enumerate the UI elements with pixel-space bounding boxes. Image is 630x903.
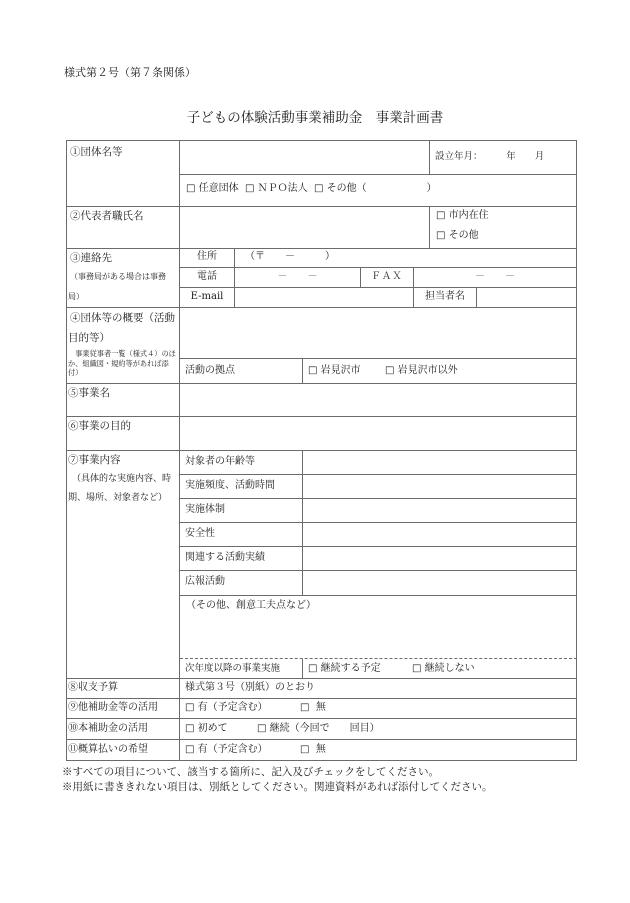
publicity-input[interactable]	[302, 570, 577, 596]
advance-payment-option-yes[interactable]: □ 有（予定含む）	[185, 744, 268, 755]
project-purpose-label: ⑥事業の目的	[68, 420, 131, 432]
email-input[interactable]	[234, 287, 414, 308]
checkbox-icon[interactable]: □	[308, 663, 318, 674]
email-label: E-mail	[190, 291, 224, 302]
this-subsidy-label: ⑩本補助金の活用	[68, 723, 148, 734]
project-name-input[interactable]	[179, 383, 577, 417]
next-year-option-continue[interactable]: □ 継続する予定	[308, 663, 381, 674]
divider	[302, 659, 303, 678]
sub-item-publicity: 広報活動	[185, 576, 225, 587]
sub-item-safety: 安全性	[185, 528, 215, 539]
project-content-note-1: （具体的な実施内容、時	[72, 474, 172, 484]
org-overview-label-1: ④団体等の概要（活動	[70, 312, 175, 324]
advance-payment-label: ⑪概算払いの希望	[68, 744, 148, 755]
address-value: （〒 － ）	[245, 251, 335, 262]
structure-input[interactable]	[302, 498, 577, 523]
project-purpose-input[interactable]	[179, 416, 577, 451]
fax-label: ＦＡＸ	[371, 271, 403, 282]
checkbox-icon[interactable]: □	[185, 702, 195, 713]
address-label: 住所	[197, 251, 217, 262]
fax-value: － －	[475, 271, 515, 282]
activity-base-option-iwamizawa[interactable]: □ 岩見沢市	[308, 365, 361, 376]
representative-input[interactable]	[179, 206, 430, 249]
activity-base-label: 活動の拠点	[185, 365, 235, 376]
next-year-option-discontinue[interactable]: □ 継続しない	[412, 663, 475, 674]
checkbox-icon[interactable]: □	[436, 210, 446, 221]
project-name-label: ⑤事業名	[68, 387, 110, 399]
other-subsidy-option-yes[interactable]: □ 有（予定含む）	[185, 702, 268, 713]
this-subsidy-option-first[interactable]: □ 初めて	[185, 723, 228, 734]
org-overview-label-2: 目的等）	[68, 332, 110, 344]
org-type-options	[186, 183, 437, 195]
checkbox-icon[interactable]: □	[185, 723, 195, 734]
checkbox-icon[interactable]: □	[300, 702, 310, 713]
checkbox-icon[interactable]: □	[314, 183, 324, 194]
checkbox-icon[interactable]: □	[245, 183, 255, 194]
page-title: 子どもの体験活動事業補助金 事業計画書	[186, 110, 444, 126]
project-content-note-2: 期、場所、対象者など）	[68, 493, 168, 503]
residence-option-other[interactable]: □ その他	[436, 230, 479, 241]
option-npo: ＮＰＯ法人	[257, 183, 308, 194]
related-results-input[interactable]	[302, 546, 577, 571]
budget-label: ⑧収支予算	[68, 682, 118, 693]
frequency-input[interactable]	[302, 474, 577, 499]
budget-value: 様式第３号（別紙）のとおり	[185, 682, 315, 693]
sub-item-related-results: 関連する活動実績	[185, 552, 265, 563]
established-date-label: 設立年月： 年 月	[435, 151, 545, 162]
contact-label: ③連絡先	[70, 252, 112, 264]
checkbox-icon[interactable]: □	[436, 230, 446, 241]
org-name-input[interactable]	[179, 140, 430, 175]
other-subsidy-label: ⑨他補助金等の活用	[68, 702, 158, 713]
representative-label: ②代表者職氏名	[70, 210, 144, 222]
checkbox-icon[interactable]: □	[185, 744, 195, 755]
project-content-label: ⑦事業内容	[68, 454, 121, 466]
checkbox-icon[interactable]: □	[186, 183, 196, 194]
sub-item-target-age: 対象者の年齢等	[185, 456, 255, 467]
phone-label: 電話	[197, 271, 217, 282]
form-number: 様式第２号（第７条関係）	[64, 66, 196, 79]
activity-base-option-outside[interactable]: □ 岩見沢市以外	[385, 365, 458, 376]
target-age-input[interactable]	[302, 450, 577, 475]
org-overview-note: 事業従事者一覧（様式４）のほか、組織図・規約等があれば添付）	[68, 349, 176, 378]
checkbox-icon[interactable]: □	[412, 663, 422, 674]
phone-value: － －	[277, 271, 318, 282]
next-year-label: 次年度以降の事業実施	[185, 663, 281, 674]
org-overview-input[interactable]	[179, 307, 577, 359]
residence-option-city[interactable]: □ 市内在住	[436, 210, 489, 221]
other-subsidy-option-no[interactable]: □ 無	[300, 702, 326, 713]
checkbox-icon[interactable]: □	[308, 365, 318, 376]
this-subsidy-option-continue[interactable]: □ 継続（今回で 回目）	[257, 723, 380, 734]
contact-person-input[interactable]	[476, 287, 577, 308]
other-ideas-label: （その他、創意工夫点など）	[186, 600, 316, 611]
footnote-2: ※用紙に書ききれない項目は、別紙としてください。関連資料があれば添付してください。	[62, 781, 493, 793]
sub-item-frequency: 実施頻度、活動時間	[185, 480, 275, 491]
checkbox-icon[interactable]: □	[385, 365, 395, 376]
footnote-1: ※すべての項目について、該当する箇所に、記入及びチェックをしてください。	[62, 766, 440, 778]
option-other: その他（ ）	[326, 183, 437, 194]
option-voluntary-group: 任意団体	[198, 183, 239, 194]
contact-note-1: （事務局がある場合は事務	[70, 272, 166, 281]
contact-note-2: 局）	[68, 292, 84, 301]
checkbox-icon[interactable]: □	[300, 744, 310, 755]
checkbox-icon[interactable]: □	[257, 723, 267, 734]
advance-payment-option-no[interactable]: □ 無	[300, 744, 326, 755]
sub-item-structure: 実施体制	[185, 504, 225, 515]
org-name-label: ①団体名等	[70, 146, 123, 158]
safety-input[interactable]	[302, 522, 577, 547]
dashed-divider	[180, 658, 577, 659]
contact-person-label: 担当者名	[425, 291, 465, 302]
